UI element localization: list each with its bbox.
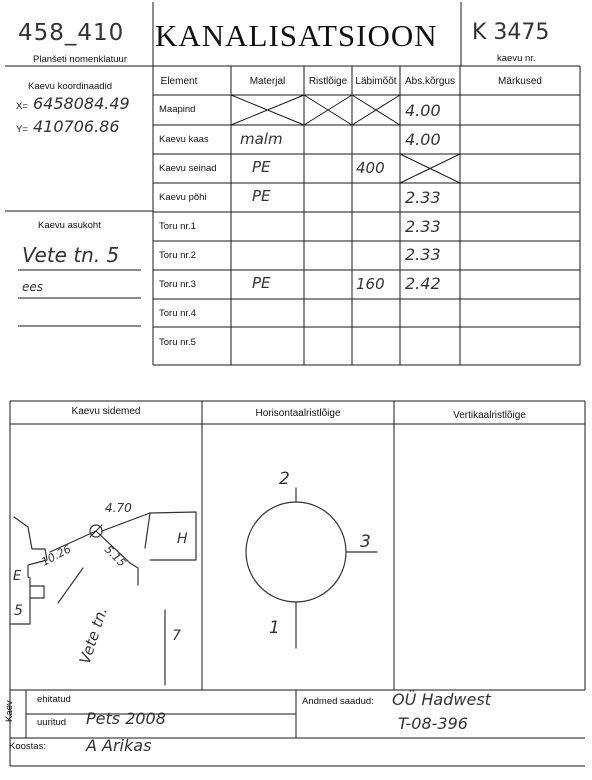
coordinates-header: Kaevu koordinaadid: [28, 81, 112, 92]
row-element: Toru nr.3: [159, 279, 196, 290]
row-element: Toru nr.2: [159, 250, 196, 261]
row-element: Kaevu seinad: [159, 163, 217, 174]
materjal-value: PE: [252, 158, 271, 176]
sketch-dist-c: 5.15: [101, 542, 129, 570]
materjal-value: PE: [252, 187, 271, 205]
col-markused: Märkused: [498, 76, 542, 87]
form-title: KANALISATSIOON: [155, 18, 438, 53]
sheet-number: 458_410: [18, 20, 125, 46]
labimoot-value: 400: [356, 159, 385, 177]
sketch-label-h: H: [177, 531, 188, 547]
well-caption: kaevu nr.: [497, 53, 536, 64]
section-horizontal: Horisontaalristlõige: [255, 408, 341, 419]
abs-value: 4.00: [405, 101, 441, 120]
uuritud-label: uuritud: [37, 717, 67, 728]
abs-value: 2.42: [405, 274, 441, 293]
location-line-1: Vete tn. 5: [22, 243, 120, 267]
sketch-street: Vete tn.: [75, 604, 111, 667]
location-line-2: ees: [22, 280, 44, 294]
row-element: Toru nr.5: [159, 337, 196, 348]
abs-value: 2.33: [405, 245, 441, 264]
section-sidemed: Kaevu sidemed: [71, 406, 141, 417]
abs-value: 4.00: [405, 130, 441, 149]
sketch-label-5: 5: [14, 603, 23, 619]
y-coordinate: 410706.86: [33, 117, 120, 136]
row-element: Maapind: [159, 104, 196, 115]
sheet-caption: Planšeti nomenklatuur: [33, 54, 127, 65]
sketch-dist-a: 4.70: [105, 501, 132, 515]
row-element: Kaevu põhi: [159, 192, 207, 203]
uuritud-value: Pets 2008: [86, 709, 166, 728]
andmed-label: Andmed saadud:: [302, 696, 374, 707]
row-element: Kaevu kaas: [159, 134, 209, 145]
ehitatud-label: ehitatud: [37, 694, 71, 705]
section-vertical: Vertikaalristlõige: [453, 410, 526, 421]
andmed-value-1: OÜ Hadwest: [392, 690, 491, 709]
koostas-label: Koostas:: [9, 741, 46, 752]
row-element: Toru nr.1: [159, 221, 196, 232]
col-labimoot: Läbimõõt: [355, 76, 397, 87]
pipe-label-1: 1: [269, 618, 280, 638]
x-coordinate: 6458084.49: [33, 94, 130, 113]
y-prefix: Y=: [16, 124, 28, 135]
sketch-label-7: 7: [172, 628, 181, 644]
koostas-value: A Arikas: [86, 736, 152, 755]
pipe-label-3: 3: [360, 532, 371, 552]
abs-value: 2.33: [405, 188, 441, 207]
row-element: Toru nr.4: [159, 308, 196, 319]
sketch-label-e: E: [13, 569, 22, 584]
materjal-value: PE: [252, 274, 271, 292]
pipe-label-2: 2: [279, 469, 290, 489]
col-abs-korgus: Abs.kõrgus: [404, 76, 456, 87]
andmed-value-2: T-08-396: [398, 714, 468, 733]
col-ristloige: Ristlõige: [308, 76, 348, 87]
abs-value: 2.33: [405, 217, 441, 236]
col-element: Element: [160, 76, 198, 87]
x-prefix: X=: [16, 101, 28, 112]
kaev-label: Kaev: [4, 700, 15, 722]
col-materjal: Materjal: [249, 76, 286, 87]
location-header: Kaevu asukoht: [38, 220, 101, 231]
sketch-dist-b: 10.26: [39, 542, 74, 569]
labimoot-value: 160: [356, 275, 385, 293]
materjal-value: malm: [240, 130, 283, 148]
well-number: K 3475: [472, 20, 550, 45]
